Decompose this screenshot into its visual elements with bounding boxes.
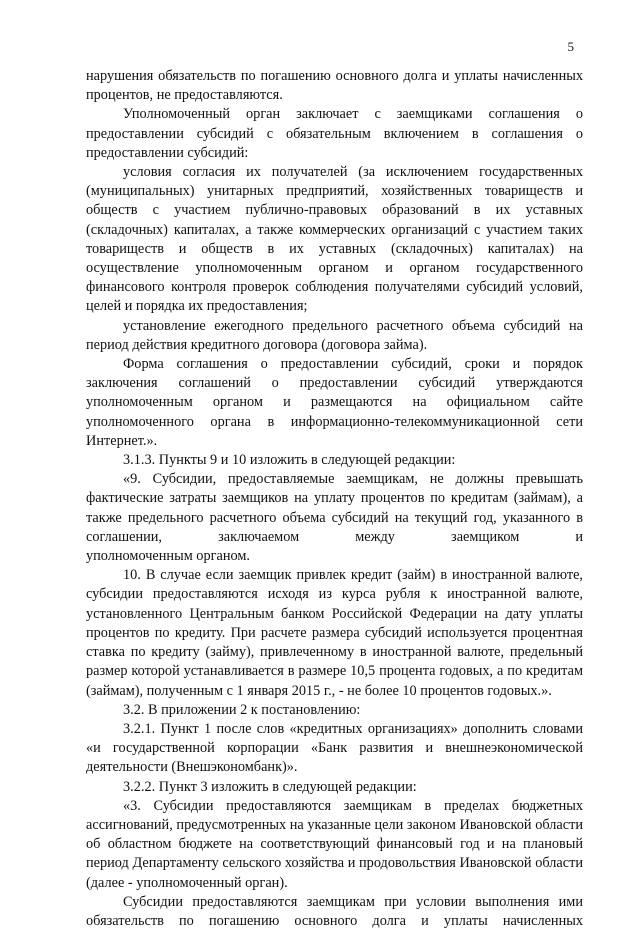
paragraph: уполномоченным органом. <box>86 548 250 565</box>
page-number: 5 <box>567 39 574 54</box>
paragraph: нарушения обязательств по погашению основного долга и уплаты начисленных процентов, не предоставляются. <box>86 68 583 104</box>
paragraph: 3.2.2. Пункт 3 изложить в следующей редакции: <box>123 778 417 795</box>
paragraph: Форма соглашения о предоставлении субсидий, сроки и порядок заключения соглашений о предоставлении субсидий утверждаются уполномоченным органом и размещаются на официальном сайте уполномоченного органа в информационно-телекоммуникационной сети Интернет.». <box>86 356 583 449</box>
paragraph: 3.2.1. Пункт 1 после слов «кредитных организациях» дополнить словами «и государственной корпорации «Банк развития и внешнеэкономической деятельности (Внешэкономбанк)». <box>86 720 583 776</box>
paragraph: 3.1.3. Пункты 9 и 10 изложить в следующей редакции: <box>123 452 456 469</box>
paragraph: установление ежегодного предельного расчетного объема субсидий на период действия кредитного договора (договора займа). <box>86 317 583 353</box>
paragraph: 10. В случае если заемщик привлек кредит (займ) в иностранной валюте, субсидии предоставляются исходя из курса рубля к иностранной валюте, установленного Центральным банком Российской Федерации на дату уплаты процентов по кредиту. При расчете размера субсидий используется процентная ставка по кредиту (займу), привлеченному в иностранной валюте, предельный размер которой устанавливается в размере 10,5 процента годовых, а по кредитам (займам), полученным с 1 января 2015 г., - не более 10 процентов годовых.». <box>86 567 583 699</box>
document-body <box>86 67 583 931</box>
paragraph: Уполномоченный орган заключает с заемщиками соглашения о предоставлении субсидий с обязательным включением в соглашения о предоставлении субсидий: <box>86 106 583 161</box>
paragraph: «9. Субсидии, предоставляемые заемщикам, не должны превышать фактические затраты заемщиков на уплату процентов по кредитам (займам), а также предельного расчетного объема субсидий на текущий год, указанного в соглашении, заключаемом между заемщиком и <box>86 471 583 545</box>
paragraph: 3.2. В приложении 2 к постановлению: <box>123 701 361 718</box>
paragraph: Субсидии предоставляются заемщикам при условии выполнения ими обязательств по погашению основного долга и уплаты начисленных <box>86 893 583 929</box>
paragraph: «3. Субсидии предоставляются заемщикам в пределах бюджетных ассигнований, предусмотренных на указанные цели законом Ивановской области об областном бюджете на соответствующий финансовый год и на плановый период Департаменту сельского хозяйства и продовольствия Ивановской области (далее - уполномоченный орган). <box>86 797 583 891</box>
paragraph: условия согласия их получателей (за исключением государственных (муниципальных) унитарных предприятий, хозяйственных товариществ и обществ с участием публично-правовых образований в их уставных (складочных) капиталах, а также коммерческих организаций с участием таких товариществ и обществ в их уставных (складочных) капиталах) на осуществление уполномоченным органом и органом государственного финансового контроля проверок соблюдения получателями субсидий условий, целей и порядка их предоставления; <box>86 164 583 315</box>
